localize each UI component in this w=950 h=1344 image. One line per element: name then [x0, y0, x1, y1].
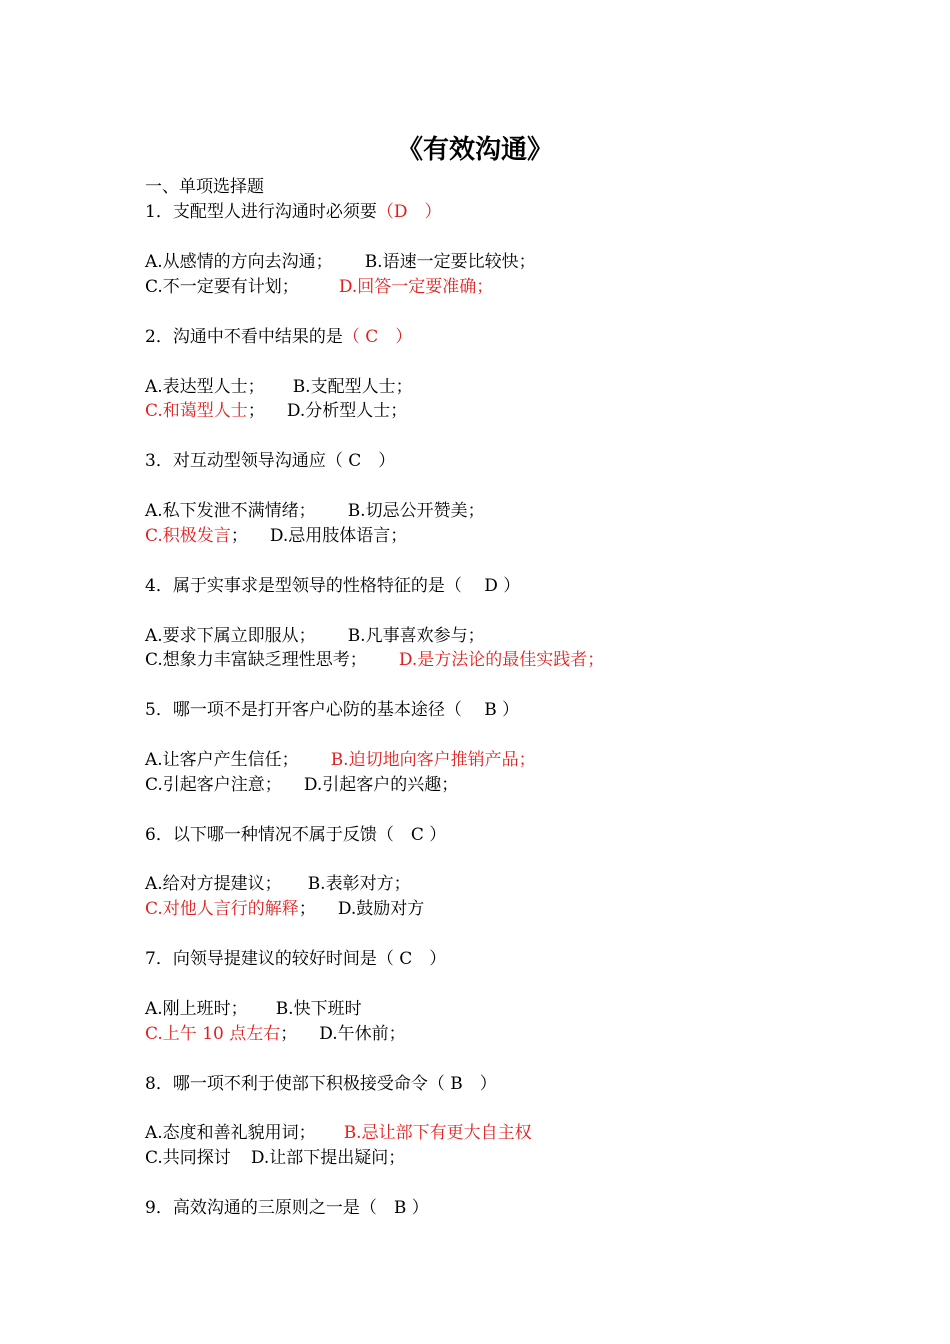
question-stem: [145, 574, 520, 598]
option-a: A.私下发泄不满情绪；: [145, 501, 316, 521]
option-row: [145, 997, 362, 1021]
option-separator: ；: [247, 401, 265, 421]
option-a: A.从感情的方向去沟通；: [145, 252, 333, 272]
question-stem: [145, 947, 446, 971]
question-text: 9．高效沟通的三原则之一是: [145, 1198, 360, 1218]
answer-paren: （ B ）: [359, 1198, 429, 1218]
answer-paren: （ D ）: [444, 576, 521, 596]
option-row: [145, 872, 411, 896]
option-c-correct: C.积极发言: [145, 526, 231, 546]
option-c: C.不一定要有计划；: [145, 277, 299, 297]
option-b-correct: B.迫切地向客户推销产品；: [330, 750, 536, 770]
option-d: D.引起客户的兴趣；: [303, 775, 459, 795]
question-text: 7．向领导提建议的较好时间是: [145, 949, 377, 969]
option-b: B.凡事喜欢参与；: [347, 626, 485, 646]
question-stem: [145, 1196, 429, 1220]
option-row: [145, 1121, 532, 1145]
option-c-correct: C.和蔼型人士: [145, 401, 248, 421]
question-text: 2．沟通中不看中结果的是: [145, 327, 343, 347]
question-stem: [145, 200, 441, 224]
option-a: A.让客户产生信任；: [145, 750, 299, 770]
option-d: D.鼓励对方: [337, 899, 425, 919]
option-row: [145, 748, 536, 772]
question-text: 3．对互动型领导沟通应: [145, 451, 326, 471]
option-separator: ；: [230, 526, 248, 546]
option-a: A.态度和善礼貌用词；: [145, 1123, 316, 1143]
option-row: [145, 499, 485, 523]
question-text: 5．哪一项不是打开客户心防的基本途径: [145, 700, 445, 720]
option-row: [145, 399, 407, 423]
option-b: B.支配型人士；: [292, 377, 413, 397]
option-row: [145, 524, 407, 548]
option-c-correct: C.对他人言行的解释: [145, 899, 299, 919]
option-d: D.午休前；: [319, 1024, 406, 1044]
option-row: [145, 250, 536, 274]
option-b: B.语速一定要比较快；: [364, 252, 536, 272]
answer-paren: （ B ）: [444, 700, 520, 720]
option-row: [145, 1146, 405, 1170]
answer-paren: （ B ）: [427, 1074, 497, 1094]
option-d: D.让部下提出疑问；: [250, 1148, 406, 1168]
option-d-correct: D.回答一定要准确；: [338, 277, 494, 297]
option-row: [145, 773, 458, 797]
option-row: [145, 275, 493, 299]
option-row: [145, 648, 604, 672]
answer-paren: （ C ）: [325, 451, 396, 471]
option-c: C.想象力丰富缺乏理性思考；: [145, 650, 367, 670]
option-row: [145, 375, 413, 399]
section-heading: 一、单项选择题: [145, 177, 264, 197]
option-d: D.忌用肢体语言；: [269, 526, 408, 546]
option-a: A.给对方提建议；: [145, 874, 282, 894]
option-b-correct: B.忌让部下有更大自主权: [343, 1123, 532, 1143]
option-a: A.表达型人士；: [145, 377, 265, 397]
answer-paren: （ C ）: [376, 825, 447, 845]
question-stem: [145, 698, 519, 722]
question-stem: [145, 449, 395, 473]
option-a: A.刚上班时；: [145, 999, 248, 1019]
question-stem: [145, 1072, 497, 1096]
option-row: [145, 897, 424, 921]
answer-paren: （ C ）: [376, 949, 447, 969]
option-separator: ；: [298, 899, 316, 919]
document-title: 《有效沟通》: [396, 135, 553, 165]
question-text: 8．哪一项不利于使部下积极接受命令: [145, 1074, 428, 1094]
option-d-correct: D.是方法论的最佳实践者；: [398, 650, 605, 670]
option-b: B.切忌公开赞美；: [347, 501, 485, 521]
option-c-correct: C.上午 10 点左右: [145, 1024, 281, 1044]
answer-paren: （D ）: [376, 202, 442, 222]
question-text: 4．属于实事求是型领导的性格特征的是: [145, 576, 445, 596]
question-text: 1．支配型人进行沟通时必须要: [145, 202, 377, 222]
option-b: B.表彰对方；: [307, 874, 411, 894]
option-row: [145, 1022, 406, 1046]
option-separator: ；: [280, 1024, 298, 1044]
option-a: A.要求下属立即服从；: [145, 626, 316, 646]
option-c: C.共同探讨: [145, 1148, 231, 1168]
question-text: 6．以下哪一种情况不属于反馈: [145, 825, 377, 845]
option-b: B.快下班时: [275, 999, 362, 1019]
answer-paren: （ C ）: [342, 327, 413, 347]
option-c: C.引起客户注意；: [145, 775, 282, 795]
option-row: [145, 624, 485, 648]
question-stem: [145, 823, 446, 847]
question-stem: [145, 325, 412, 349]
option-d: D.分析型人士；: [286, 401, 408, 421]
